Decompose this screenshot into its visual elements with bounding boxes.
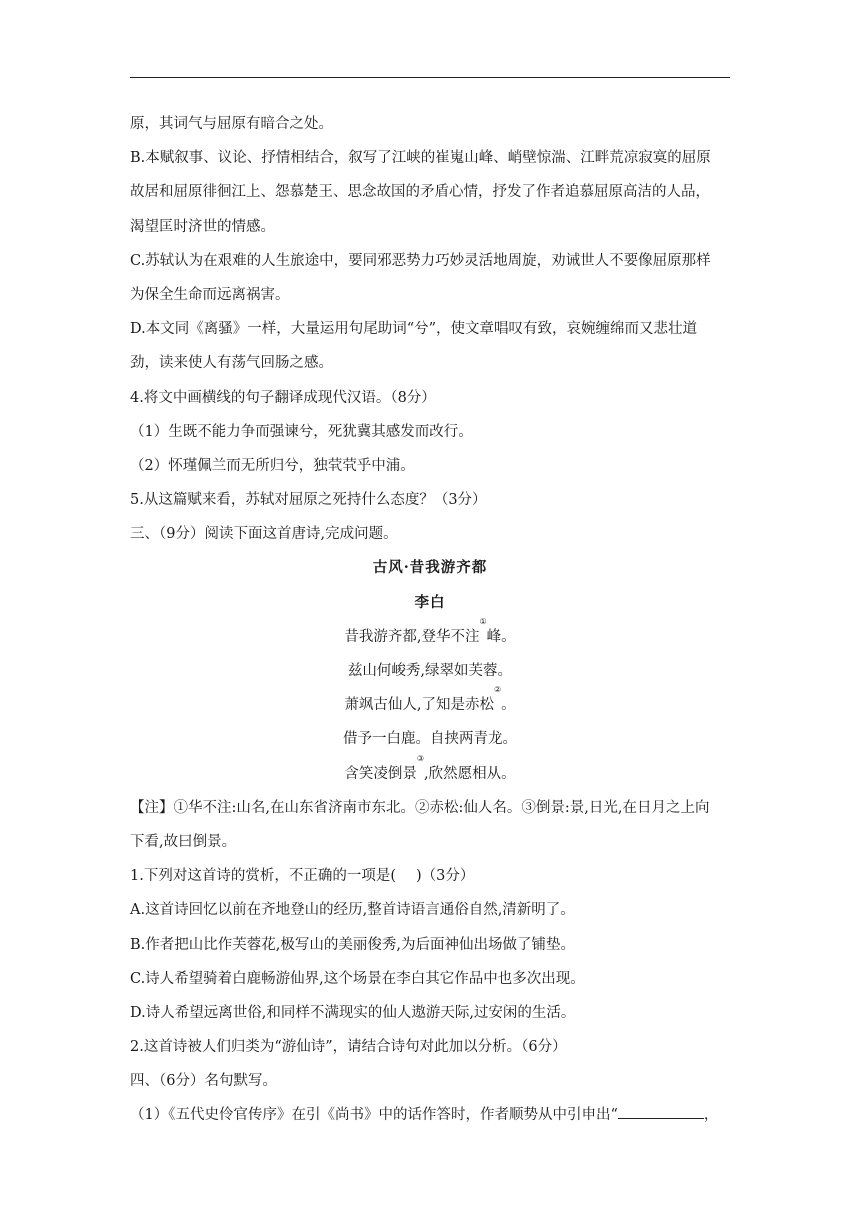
poem-verse: [130, 685, 730, 722]
verse-text: 萧飒古仙人,了知是赤松: [344, 697, 494, 714]
question-2: 2.这首诗被人们归类为“游仙诗”，请结合诗句对此加以分析。（6分）: [130, 1039, 567, 1056]
answer-blank: [618, 1102, 704, 1119]
section-3-heading: 三、（9分）阅读下面这首唐诗,完成问题。: [130, 526, 398, 543]
choice-d: D.诗人希望远离世俗,和同样不满现实的仙人遨游天际,过安闲的生活。: [130, 1004, 576, 1021]
text-line: 为保全生命而远离祸害。: [130, 286, 290, 303]
poem-verse: 兹山何峻秀,绿翠如芙蓉。: [347, 663, 513, 679]
footnote-mark: ①: [479, 616, 487, 626]
poem-notes: 【注】①华不注:山名,在山东省济南市东北。②赤松:仙人名。③倒景:景,日光,在日月之上向: [130, 799, 710, 816]
text-line: 渴望匡时济世的情感。: [130, 218, 275, 235]
question-4-item-2: （2）怀瑾佩兰而无所归兮，独茕茕乎中浦。: [130, 457, 415, 474]
document-page: [130, 107, 730, 1133]
choice-b: B.作者把山比作芙蓉花,极写山的美丽俊秀,为后面神仙出场做了铺垫。: [130, 936, 575, 953]
footnote-mark: ②: [493, 685, 502, 695]
option-d-line: D.本文同《离骚》一样，大量运用句尾助词“兮”，使文章唱叹有致，哀婉缠绵而又悲壮道: [130, 321, 698, 338]
text-line: 故居和屈原徘徊江上、怨慕楚王、思念故国的矛盾心情，抒发了作者追慕屈原高洁的人品，: [130, 184, 710, 201]
poem-notes: 下看,故曰倒景。: [130, 833, 237, 850]
section-4-heading: 四、（6分）名句默写。: [130, 1073, 277, 1090]
question-text: )（3分）: [416, 868, 475, 885]
footnote-mark: ③: [416, 753, 425, 763]
poem-verse: 借予一白鹿。自挟两青龙。: [343, 731, 517, 748]
option-b-line: B.本赋叙事、议论、抒情相结合，叙写了江峡的崔嵬山峰、峭壁惊湍、江畔荒凉寂寞的屈原: [130, 150, 711, 167]
verse-text: 峰。: [486, 628, 516, 645]
poem-author: 李白: [414, 593, 446, 611]
question-5: 5.从这篇赋来看，苏轼对屈原之死持什么态度？（3分）: [130, 492, 487, 509]
question-1: [130, 859, 730, 893]
poem-verse: [130, 616, 730, 654]
question-text: （1）《五代史伶官传序》在引《尚书》中的话作答时，作者顺势从中引申出“: [130, 1107, 618, 1124]
choice-c: C.诗人希望骑着白鹿畅游仙界,这个场景在李白其它作品中也多次出现。: [130, 970, 585, 987]
verse-text: 含笑凌倒景: [344, 765, 417, 782]
verse-text: 昔我游齐都,登华不注: [344, 628, 480, 645]
question-4-item-1: （1）生既不能力争而强谏兮，死犹冀其感发而改行。: [130, 423, 473, 440]
text-line: 劲，读来使人有荡气回肠之感。: [130, 355, 333, 372]
question-text: ，: [703, 1107, 719, 1124]
option-c-line: C.苏轼认为在艰难的人生旅途中，要同邪恶势力巧妙灵活地周旋，劝诫世人不要像屈原那样: [130, 252, 711, 269]
question-4: 4.将文中画横线的句子翻译成现代汉语。（8分）: [130, 389, 436, 406]
text-line: 原，其词气与屈原有暗合之处。: [130, 116, 333, 132]
header-rule: [130, 77, 730, 78]
choice-a: A.这首诗回忆以前在齐地登山的经历,整首诗语言通俗自然,清新明了。: [130, 902, 575, 919]
poem-verse: [130, 753, 730, 791]
question-text: 1.下列对这首诗的赏析，不正确的一项是(: [130, 868, 396, 885]
poem-title: 古风·昔我游齐都: [372, 559, 488, 577]
question-4-recitation: [130, 1098, 730, 1132]
verse-text: 。: [501, 697, 516, 714]
verse-text: ,欣然愿相从。: [424, 765, 516, 782]
